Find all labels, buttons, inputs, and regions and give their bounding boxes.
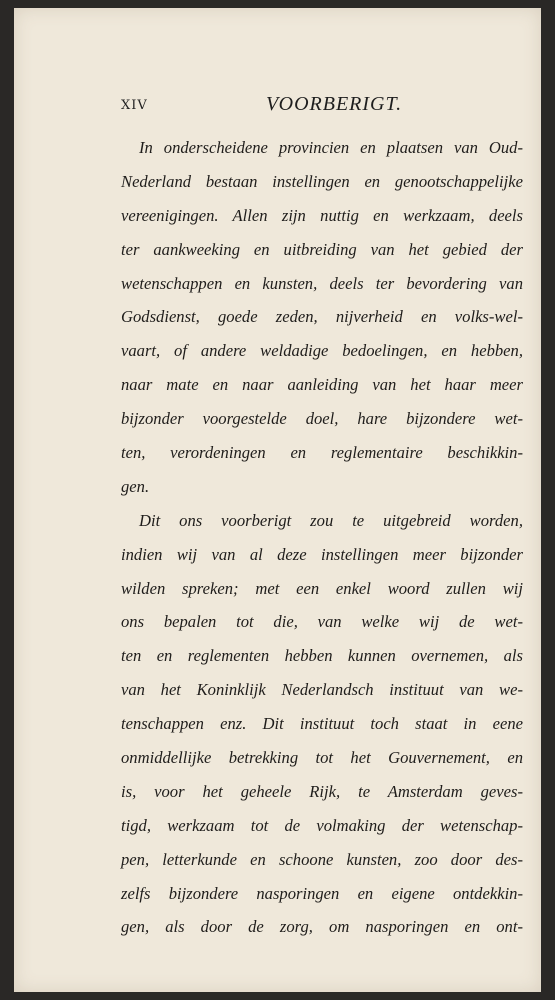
text-line: tenschappen enz. Dit instituut toch staat in eene <box>121 714 523 734</box>
page-header <box>121 93 521 128</box>
text-line: vereenigingen. Allen zijn nuttig en werkzaam, deels <box>121 205 523 225</box>
page-number: XIV <box>121 98 148 113</box>
book-page <box>14 8 541 992</box>
text-line: onmiddellijke betrekking tot het Gouvernement, en <box>121 748 523 768</box>
text-line: wetenschappen en kunsten, deels ter bevordering van <box>121 273 523 293</box>
text-line: van het Koninklijk Nederlandsch instituut van we- <box>121 680 523 700</box>
text-line: naar mate en naar aanleiding van het haar meer <box>121 375 523 395</box>
text-line: zelfs bijzondere nasporingen en eigene ontdekkin- <box>121 883 523 903</box>
text-line: ten en reglementen hebben kunnen overnemen, als <box>121 646 523 666</box>
text-line: ten, verordeningen en reglementaire beschikkin- <box>121 443 523 463</box>
text-line: pen, letterkunde en schoone kunsten, zoo door des- <box>121 849 523 869</box>
text-line: is, voor het geheele Rijk, te Amsterdam geves- <box>121 781 523 801</box>
text-line: Nederland bestaan instellingen en genootschappelijke <box>121 171 523 191</box>
text-line: gen, als door de zorg, om nasporingen en ont- <box>121 917 523 937</box>
text-line: tigd, werkzaam tot de volmaking der wetenschap- <box>121 815 523 835</box>
text-line: In onderscheidene provincien en plaatsen van Oud- <box>139 138 523 157</box>
text-line: vaart, of andere weldadige bedoelingen, en hebben, <box>121 341 523 361</box>
text-line: Godsdienst, goede zeden, nijverheid en volks-wel- <box>121 307 523 327</box>
text-line: indien wij van al deze instellingen meer bijzonder <box>121 544 523 564</box>
text-line: ons bepalen tot die, van welke wij de wet- <box>121 612 523 632</box>
text-line: Dit ons voorberigt zou te uitgebreid worden, <box>139 510 523 530</box>
text-line: bijzonder voorgestelde doel, hare bijzondere wet- <box>121 409 523 429</box>
text-line: wilden spreken; met een enkel woord zullen wij <box>121 578 523 598</box>
body-text <box>121 131 523 944</box>
running-head: VOORBERIGT. <box>266 93 403 115</box>
text-line: ter aankweeking en uitbreiding van het gebied der <box>121 239 523 259</box>
text-line: gen. <box>121 476 150 496</box>
